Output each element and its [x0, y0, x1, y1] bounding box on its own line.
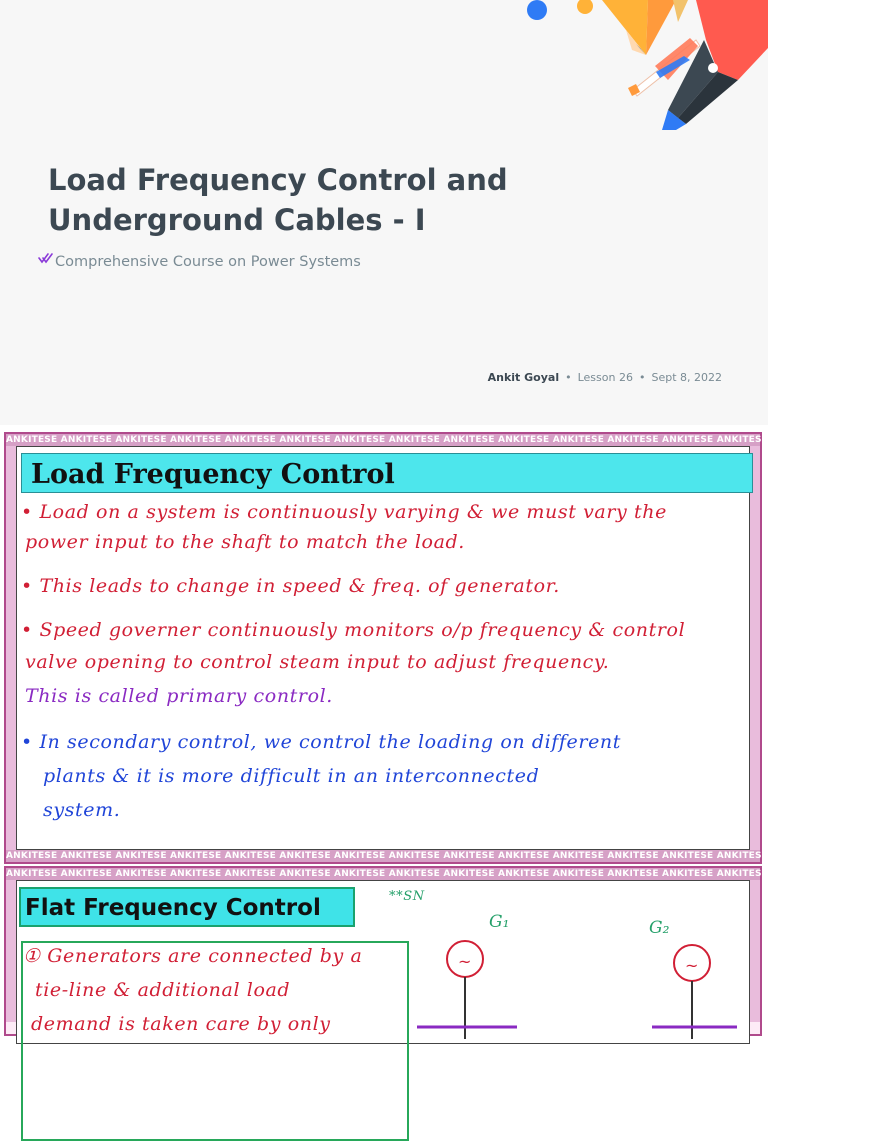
note-line: demand is taken care by only [31, 1013, 331, 1035]
author-name[interactable]: Ankit Goyal [487, 371, 560, 384]
lesson-date: Sept 8, 2022 [651, 371, 722, 384]
lesson-title [48, 160, 568, 240]
lesson-number: Lesson 26 [577, 371, 633, 384]
note-page-load-frequency-control [4, 432, 877, 864]
page-heading: Load Frequency Control [31, 459, 395, 490]
course-name[interactable]: Comprehensive Course on Power Systems [55, 254, 361, 270]
note-canvas [16, 446, 750, 850]
note-canvas [16, 880, 750, 1044]
note-line: power input to the shaft to match the load. [25, 531, 465, 553]
watermark-border [6, 446, 16, 850]
cover-slide [0, 0, 768, 425]
generator-symbol: ~ [458, 952, 472, 971]
meta-separator: • [638, 371, 646, 384]
note-line: plants & it is more difficult in an interconnected [43, 765, 540, 787]
course-subtitle-row [38, 254, 361, 270]
lesson-meta [488, 371, 722, 384]
note-line: system. [43, 799, 121, 821]
note-line: • Load on a system is continuously varying & we must vary the [21, 501, 667, 523]
watermark-band: ANKITESE ANKITESE ANKITESE ANKITESE ANKITESE ANKITESE ANKITESE ANKITESE ANKITESE ANKITESE ANKITESE ANKITESE ANKITESE ANKITESE ANKITESE ANKITESE [6, 869, 877, 879]
generator-label-g1: G₁ [489, 912, 510, 932]
note-line: This is called primary control. [25, 685, 333, 707]
watermark-border [750, 446, 760, 850]
watermark-border [6, 880, 16, 1022]
note-line: • This leads to change in speed & freq. of generator. [21, 575, 560, 597]
note-line: • In secondary control, we control the loading on different [21, 731, 621, 753]
note-page-flat-frequency-control [4, 866, 877, 1036]
meta-separator: • [565, 371, 572, 384]
note-line: ① Generators are connected by a [23, 945, 363, 967]
title-line-1: Load Frequency Control and [48, 163, 508, 197]
watermark-band: ANKITESE ANKITESE ANKITESE ANKITESE ANKITESE ANKITESE ANKITESE ANKITESE ANKITESE ANKITESE ANKITESE ANKITESE ANKITESE ANKITESE ANKITESE ANKITESE [6, 435, 877, 445]
note-line: tie-line & additional load [35, 979, 291, 1001]
generator-label-g2: G₂ [649, 918, 670, 938]
double-check-icon [38, 250, 54, 266]
watermark-band: ANKITESE ANKITESE ANKITESE ANKITESE ANKITESE ANKITESE ANKITESE ANKITESE ANKITESE ANKITESE ANKITESE ANKITESE ANKITESE ANKITESE ANKITESE ANKITESE [6, 851, 877, 861]
note-line: • Speed governer continuously monitors o/p frequency & control [21, 619, 686, 641]
page-heading: Flat Frequency Control [25, 895, 321, 921]
note-frame [21, 941, 409, 1141]
generator-symbol: ~ [685, 956, 699, 975]
note-line: valve opening to control steam input to adjust frequency. [25, 651, 610, 673]
pencil-and-pen-nib-icon [508, 0, 768, 130]
star-note: **SN [389, 889, 425, 904]
title-line-2: Underground Cables - I [48, 203, 426, 237]
two-generator-circuit-diagram [417, 889, 767, 1039]
